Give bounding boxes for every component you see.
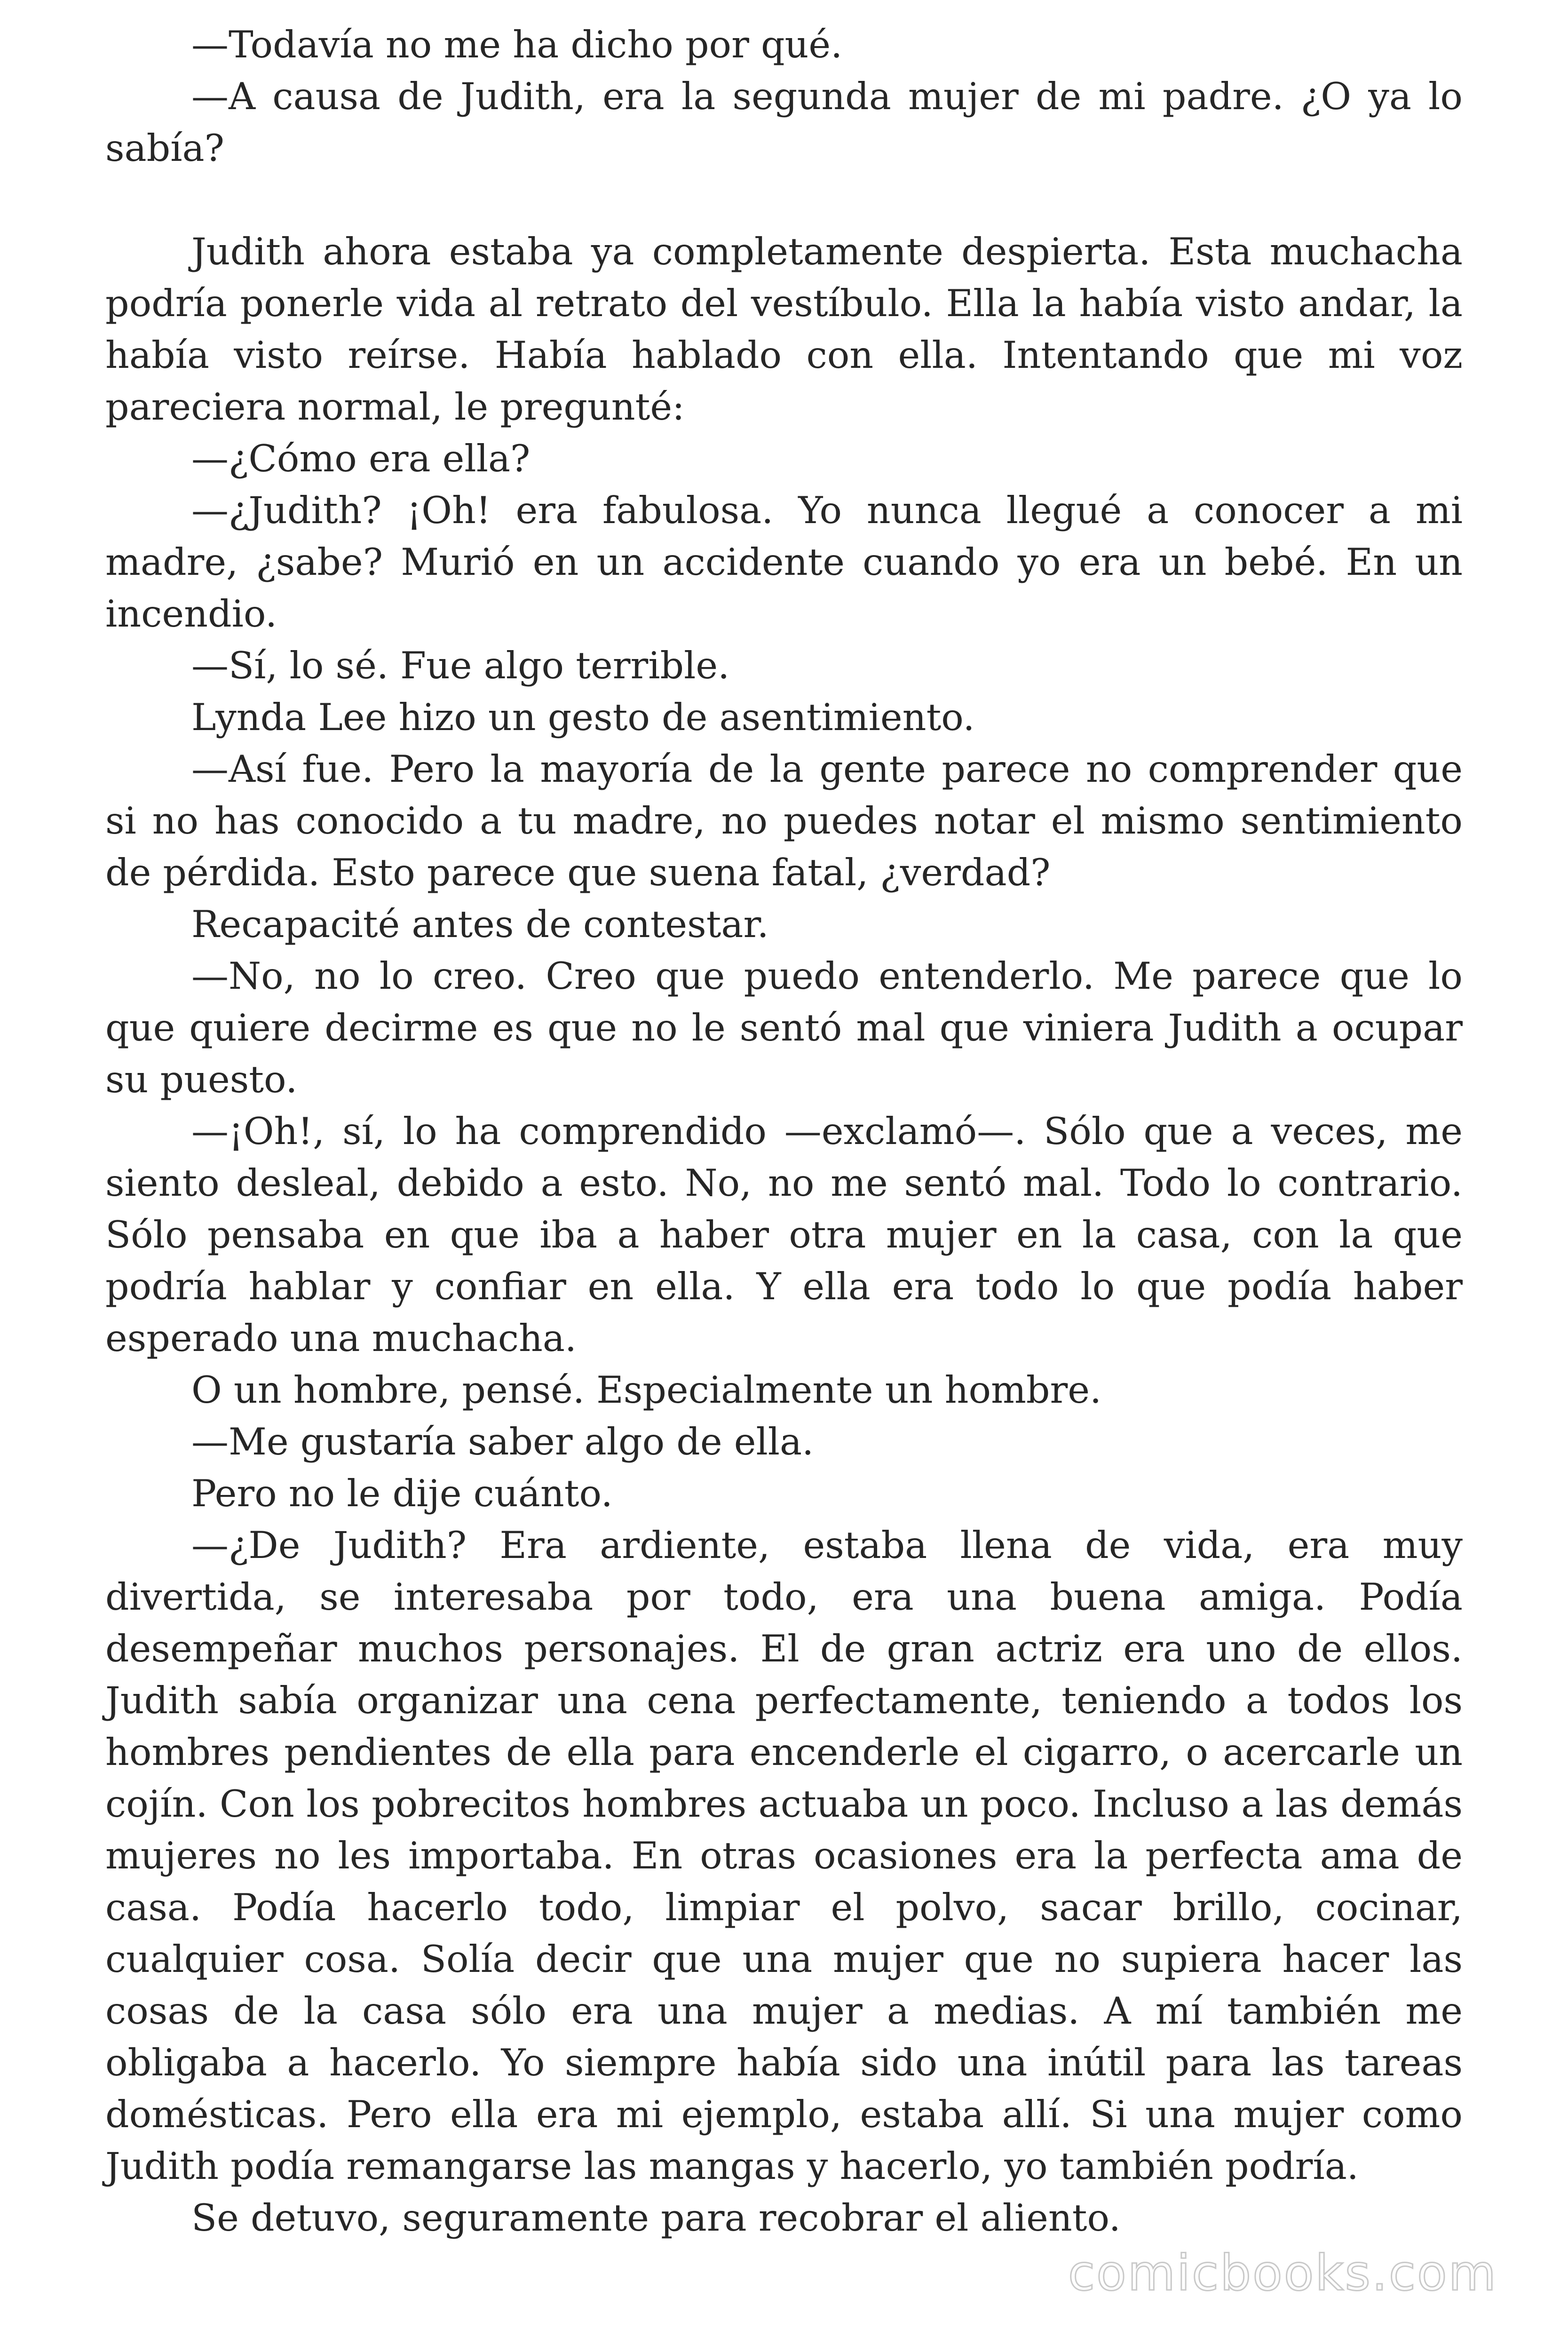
- paragraph-7: Lynda Lee hizo un gesto de asentimiento.: [191, 696, 975, 739]
- paragraph-3: Judith ahora estaba ya completamente despierta. Esta muchacha podría ponerle vida al retrato del vestíbulo. Ella la había visto andar, la había visto reírse. Había hablado con ella. Intentando que mi voz pareciera normal, le pregunté:: [105, 230, 1463, 429]
- paragraph-6: —Sí, lo sé. Fue algo terrible.: [191, 644, 730, 687]
- book-page: [105, 19, 1463, 2244]
- paragraph-2: —A causa de Judith, era la segunda mujer de mi padre. ¿O ya lo sabía?: [105, 75, 1463, 170]
- paragraph-5: —¿Judith? ¡Oh! era fabulosa. Yo nunca llegué a conocer a mi madre, ¿sabe? Murió en un accidente cuando yo era un bebé. En un incendio.: [105, 489, 1463, 636]
- paragraph-10: —No, no lo creo. Creo que puedo entenderlo. Me parece que lo que quiere decirme es que no le sentó mal que viniera Judith a ocupar su puesto.: [105, 954, 1463, 1101]
- paragraph-13: —Me gustaría saber algo de ella.: [191, 1420, 814, 1463]
- watermark: comicbooks.com: [1068, 2244, 1497, 2302]
- paragraph-1: —Todavía no me ha dicho por qué.: [191, 23, 843, 66]
- paragraph-4: —¿Cómo era ella?: [191, 437, 531, 480]
- paragraph-16: Se detuvo, seguramente para recobrar el aliento.: [191, 2196, 1121, 2240]
- paragraph-8: —Así fue. Pero la mayoría de la gente parece no comprender que si no has conocido a tu madre, no puedes notar el mismo sentimiento de pérdida. Esto parece que suena fatal, ¿verdad?: [105, 747, 1463, 894]
- paragraph-12: O un hombre, pensé. Especialmente un hombre.: [191, 1368, 1102, 1412]
- paragraph-14: Pero no le dije cuánto.: [191, 1472, 613, 1515]
- paragraph-11: —¡Oh!, sí, lo ha comprendido —exclamó—. Sólo que a veces, me siento desleal, debido a esto. No, no me sentó mal. Todo lo contrario. Sólo pensaba en que iba a haber otra mujer en la casa, con la que podría hablar y confiar en ella. Y ella era todo lo que podía haber esperado una muchacha.: [105, 1110, 1463, 1360]
- paragraph-9: Recapacité antes de contestar.: [191, 903, 769, 946]
- paragraph-15: —¿De Judith? Era ardiente, estaba llena de vida, era muy divertida, se interesaba por todo, era una buena amiga. Podía desempeñar muchos personajes. El de gran actriz era uno de ellos. Judith sabía organizar una cena perfectamente, teniendo a todos los hombres pendientes de ella para encenderle el cigarro, o acercarle un cojín. Con los pobrecitos hombres actuaba un poco. Incluso a las demás mujeres no les importaba. En otras ocasiones era la perfecta ama de casa. Podía hacerlo todo, limpiar el polvo, sacar brillo, cocinar, cualquier cosa. Solía decir que una mujer que no supiera hacer las cosas de la casa sólo era una mujer a medias. A mí también me obligaba a hacerlo. Yo siempre había sido una inútil para las tareas domésticas. Pero ella era mi ejemplo, estaba allí. Si una mujer como Judith podía remangarse las mangas y hacerlo, yo también podría.: [105, 1524, 1463, 2188]
